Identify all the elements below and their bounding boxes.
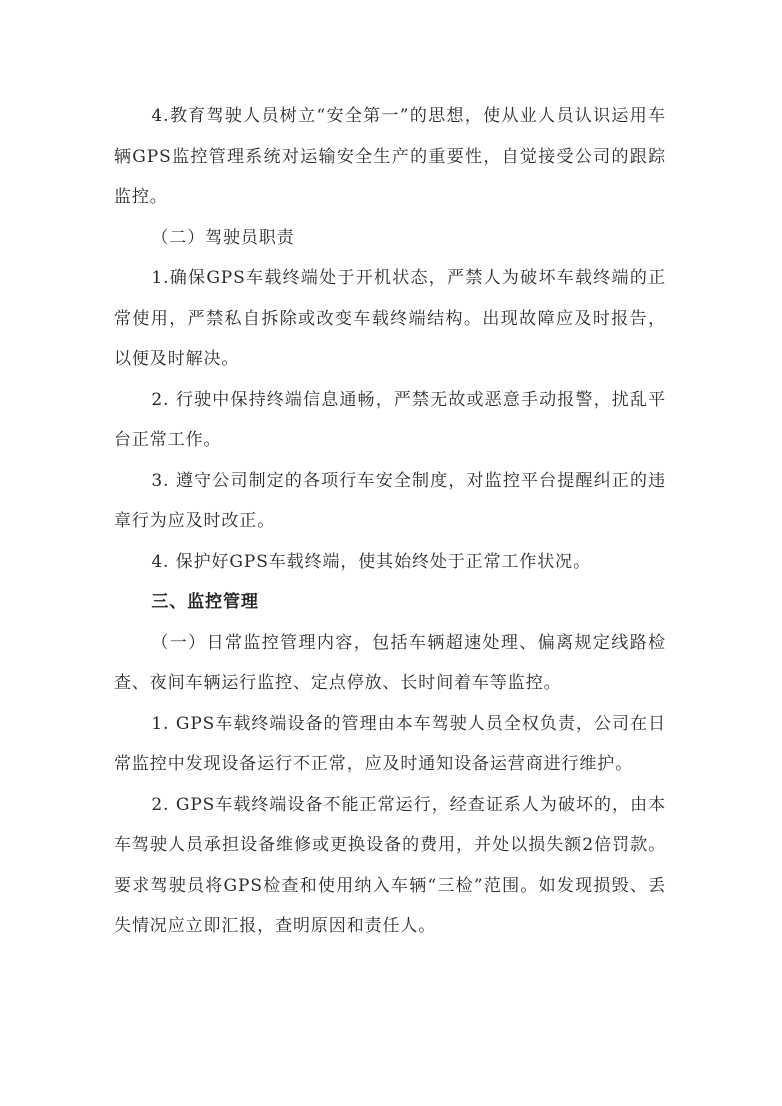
paragraph-duty-4: 4. 保护好GPS车载终端，使其始终处于正常工作状况。	[151, 551, 591, 572]
paragraph-daily-monitoring: （一）日常监控管理内容，包括车辆超速处理、偏离规定线路检查、夜间车辆运行监控、定点停放、长时间着车等监控。	[114, 632, 666, 693]
subheading-driver-duties: （二）驾驶员职责	[151, 227, 295, 248]
document-body	[114, 96, 666, 947]
section-heading-monitoring: 三、监控管理	[151, 592, 259, 612]
paragraph-duty-3: 3. 遵守公司制定的各项行车安全制度，对监控平台提醒纠正的违章行为应及时改正。	[114, 470, 666, 531]
paragraph-duty-2: 2. 行驶中保持终端信息通畅，严禁无故或恶意手动报警，扰乱平台正常工作。	[114, 389, 666, 450]
paragraph-monitoring-1: 1. GPS车载终端设备的管理由本车驾驶人员全权负责，公司在日常监控中发现设备运行不正常，应及时通知设备运营商进行维护。	[114, 713, 666, 774]
paragraph-education-safety: 4.教育驾驶人员树立“安全第一”的思想，使从业人员认识运用车辆GPS监控管理系统对运输安全生产的重要性，自觉接受公司的跟踪监控。	[114, 106, 666, 207]
paragraph-duty-1: 1.确保GPS车载终端处于开机状态，严禁人为破坏车载终端的正常使用，严禁私自拆除或改变车载终端结构。出现故障应及时报告，以便及时解决。	[114, 268, 666, 369]
paragraph-monitoring-2: 2. GPS车载终端设备不能正常运行，经查证系人为破坏的，由本车驾驶人员承担设备维修或更换设备的费用，并处以损失额2倍罚款。要求驾驶员将GPS检查和使用纳入车辆“三检”范围。如发现损毁、丢失情况应立即汇报，查明原因和责任人。	[114, 794, 666, 936]
